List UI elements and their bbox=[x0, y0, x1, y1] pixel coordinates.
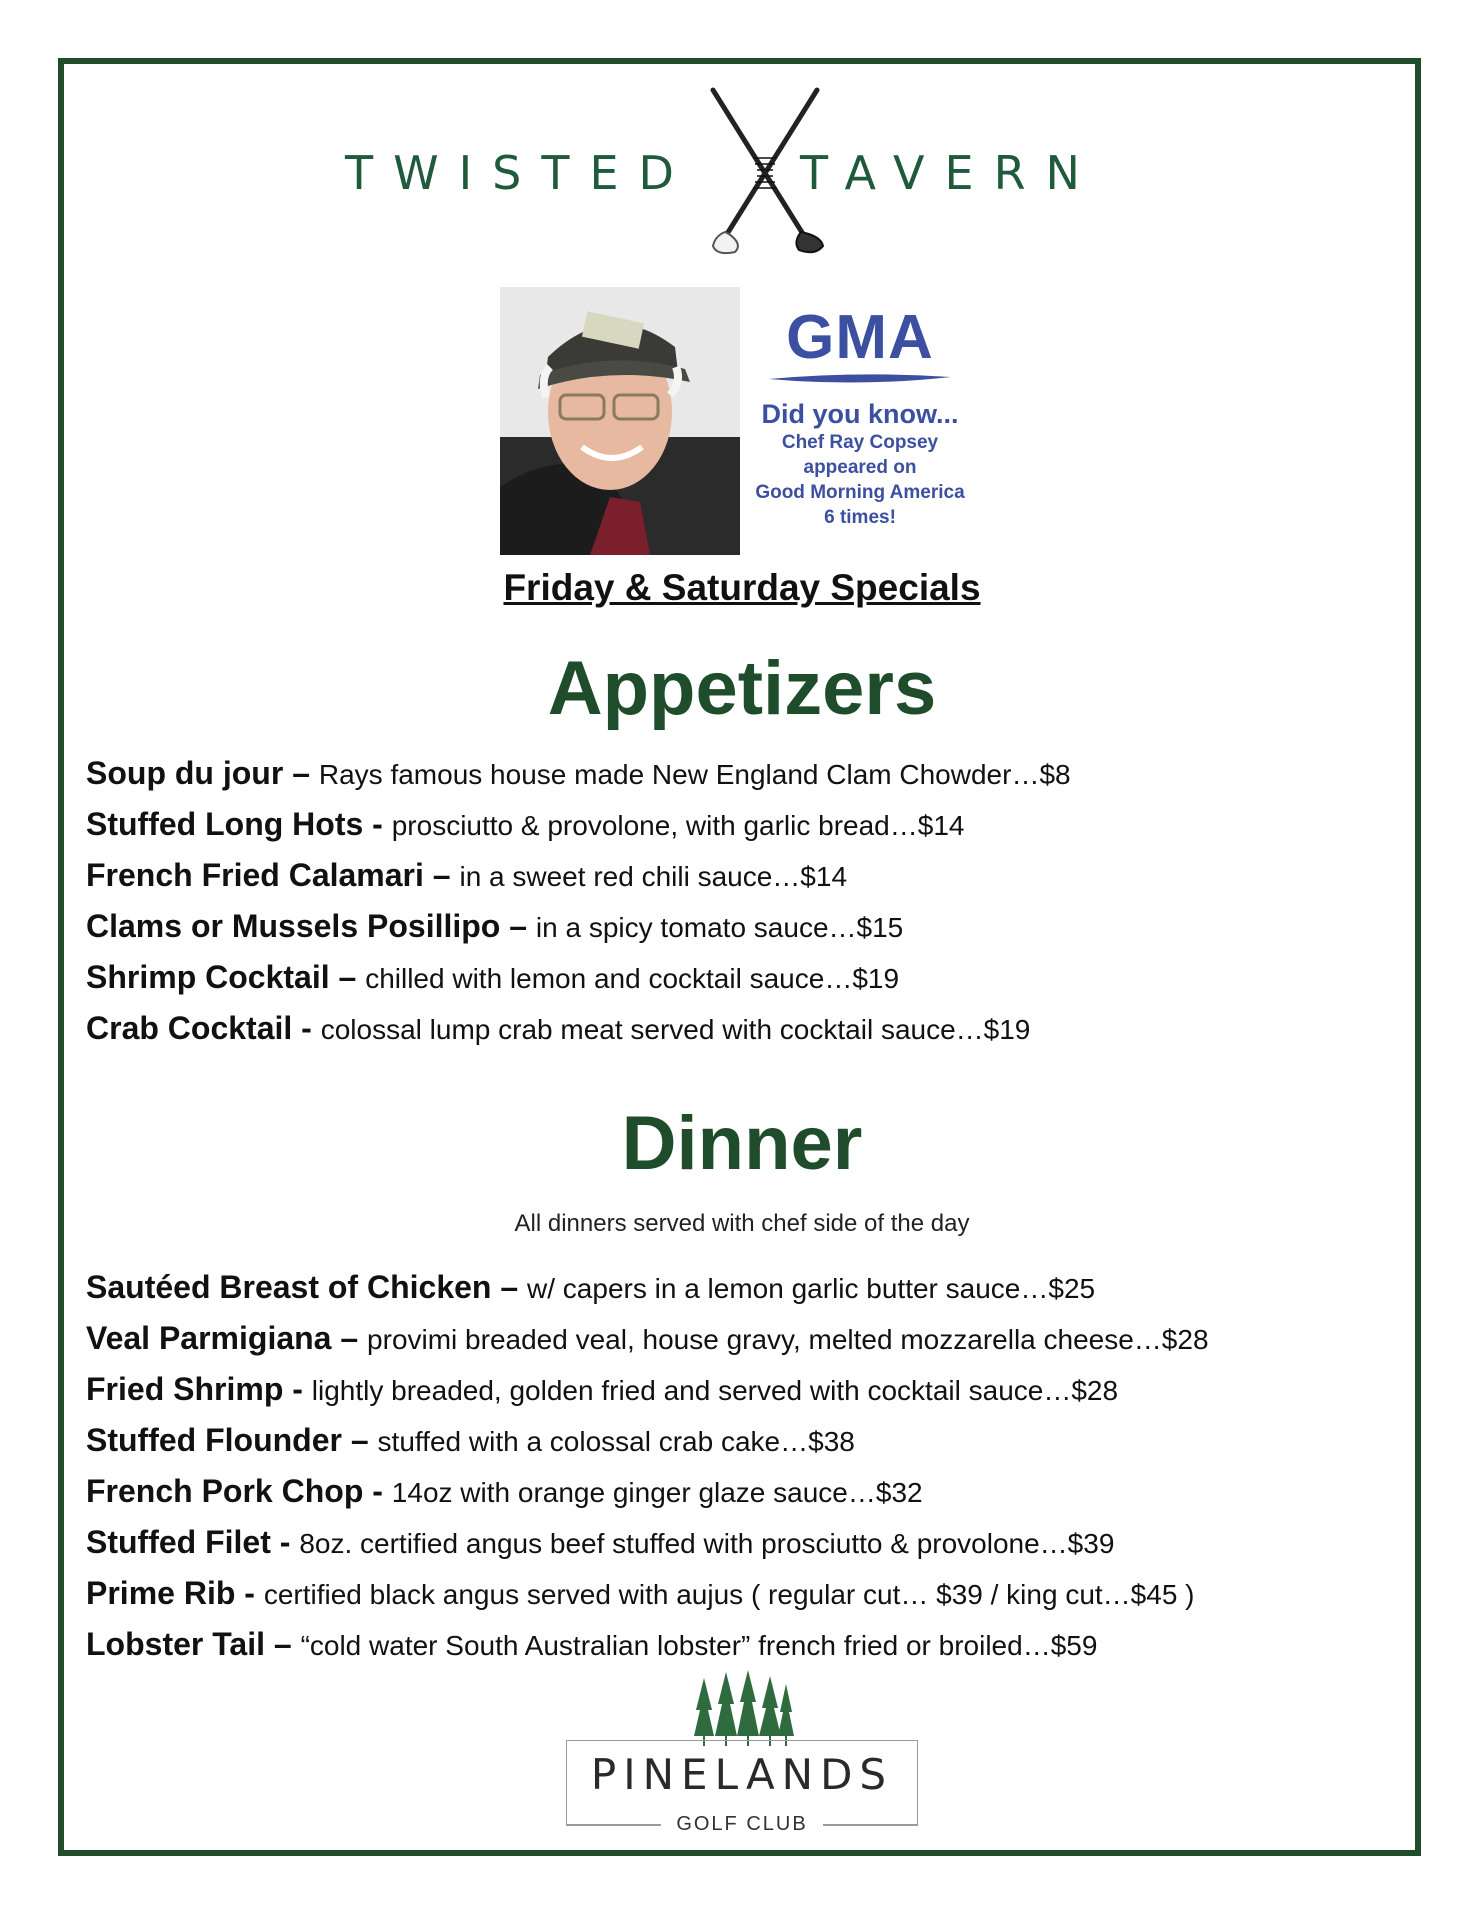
item-name: Shrimp Cocktail bbox=[86, 959, 330, 995]
menu-item bbox=[86, 799, 1416, 850]
item-separator: – bbox=[264, 1626, 301, 1662]
menu-item bbox=[86, 1466, 1416, 1517]
dinner-note: All dinners served with chef side of the day bbox=[514, 1210, 970, 1237]
item-description: prosciutto & provolone, with garlic bread…$14 bbox=[391, 810, 965, 841]
menu-item bbox=[86, 901, 1416, 952]
chef-photo bbox=[500, 287, 740, 555]
item-name: Stuffed Long Hots bbox=[86, 806, 364, 842]
item-separator: - bbox=[270, 1524, 300, 1560]
gma-logo: GMA bbox=[786, 303, 934, 372]
menu-item bbox=[86, 1619, 1416, 1670]
menu-item bbox=[86, 1568, 1416, 1619]
logo-left-word: TWISTED bbox=[345, 146, 694, 200]
logo-right-word: TAVERN bbox=[800, 146, 1100, 200]
menu-item bbox=[86, 952, 1416, 1003]
item-name: Fried Shrimp bbox=[86, 1371, 284, 1407]
gma-question: Did you know... bbox=[761, 399, 959, 429]
item-separator: – bbox=[283, 755, 319, 791]
item-separator: – bbox=[491, 1269, 528, 1305]
item-name: Stuffed Filet bbox=[86, 1524, 271, 1560]
menu-item bbox=[86, 850, 1416, 901]
item-description: in a spicy tomato sauce…$15 bbox=[535, 912, 904, 943]
item-description: w/ capers in a lemon garlic butter sauce…$25 bbox=[527, 1273, 1096, 1304]
item-name: Prime Rib bbox=[86, 1575, 236, 1611]
menu-item bbox=[86, 1517, 1416, 1568]
menu-item bbox=[86, 1313, 1416, 1364]
dinner-list bbox=[86, 1262, 1416, 1670]
golf-club-label: GOLF CLUB bbox=[676, 1813, 808, 1835]
menu-item bbox=[86, 1364, 1416, 1415]
gma-line: appeared on bbox=[803, 457, 917, 478]
item-description: certified black angus served with aujus ( regular cut… $39 / king cut…$45 ) bbox=[263, 1579, 1195, 1610]
item-separator: - bbox=[283, 1371, 312, 1407]
item-separator: – bbox=[329, 959, 366, 995]
menu-item bbox=[86, 1415, 1416, 1466]
item-name: French Pork Chop bbox=[86, 1473, 364, 1509]
gma-callout bbox=[742, 303, 978, 530]
appetizer-list bbox=[86, 748, 1416, 1054]
chef-promo bbox=[500, 287, 978, 555]
item-description: in a sweet red chili sauce…$14 bbox=[459, 861, 848, 892]
item-description: chilled with lemon and cocktail sauce…$19 bbox=[365, 963, 900, 994]
item-name: Sautéed Breast of Chicken bbox=[86, 1269, 492, 1305]
item-description: colossal lump crab meat served with cocktail sauce…$19 bbox=[320, 1014, 1031, 1045]
menu-item bbox=[86, 1003, 1416, 1054]
item-separator: – bbox=[500, 908, 536, 944]
gma-line: 6 times! bbox=[824, 507, 896, 528]
menu-item bbox=[86, 1262, 1416, 1313]
item-name: Lobster Tail bbox=[86, 1626, 265, 1662]
menu-item bbox=[86, 748, 1416, 799]
item-name: Veal Parmigiana bbox=[86, 1320, 332, 1356]
item-separator: – bbox=[341, 1422, 378, 1458]
item-name: Crab Cocktail bbox=[86, 1010, 293, 1046]
item-name: French Fried Calamari bbox=[86, 857, 424, 893]
item-separator: - bbox=[363, 1473, 392, 1509]
item-description: “cold water South Australian lobster” french fried or broiled…$59 bbox=[300, 1630, 1098, 1661]
golf-club-line bbox=[566, 1810, 918, 1840]
item-description: 8oz. certified angus beef stuffed with prosciutto & provolone…$39 bbox=[299, 1528, 1115, 1559]
item-description: provimi breaded veal, house gravy, melted mozzarella cheese…$28 bbox=[367, 1324, 1209, 1355]
item-separator: – bbox=[423, 857, 460, 893]
item-name: Soup du jour bbox=[86, 755, 284, 791]
item-separator: – bbox=[331, 1320, 368, 1356]
item-description: lightly breaded, golden fried and served with cocktail sauce…$28 bbox=[311, 1375, 1119, 1406]
dinner-title: Dinner bbox=[621, 1101, 863, 1186]
item-separator: - bbox=[235, 1575, 264, 1611]
appetizers-title: Appetizers bbox=[547, 646, 937, 731]
divider bbox=[823, 1824, 918, 1826]
pinelands-name: PINELANDS bbox=[590, 1750, 894, 1799]
item-name: Clams or Mussels Posillipo bbox=[86, 908, 501, 944]
gma-line: Chef Ray Copsey bbox=[781, 432, 939, 453]
gma-line: Good Morning America bbox=[755, 482, 965, 503]
twisted-tavern-logo bbox=[0, 86, 1484, 256]
item-description: Rays famous house made New England Clam Chowder…$8 bbox=[318, 759, 1071, 790]
specials-heading: Friday & Saturday Specials bbox=[503, 567, 981, 608]
pine-trees-icon bbox=[690, 1670, 794, 1746]
item-name: Stuffed Flounder bbox=[86, 1422, 342, 1458]
item-separator: - bbox=[363, 806, 392, 842]
item-separator: - bbox=[292, 1010, 321, 1046]
item-description: stuffed with a colossal crab cake…$38 bbox=[377, 1426, 855, 1457]
item-description: 14oz with orange ginger glaze sauce…$32 bbox=[391, 1477, 923, 1508]
pinelands-logo bbox=[566, 1670, 918, 1840]
